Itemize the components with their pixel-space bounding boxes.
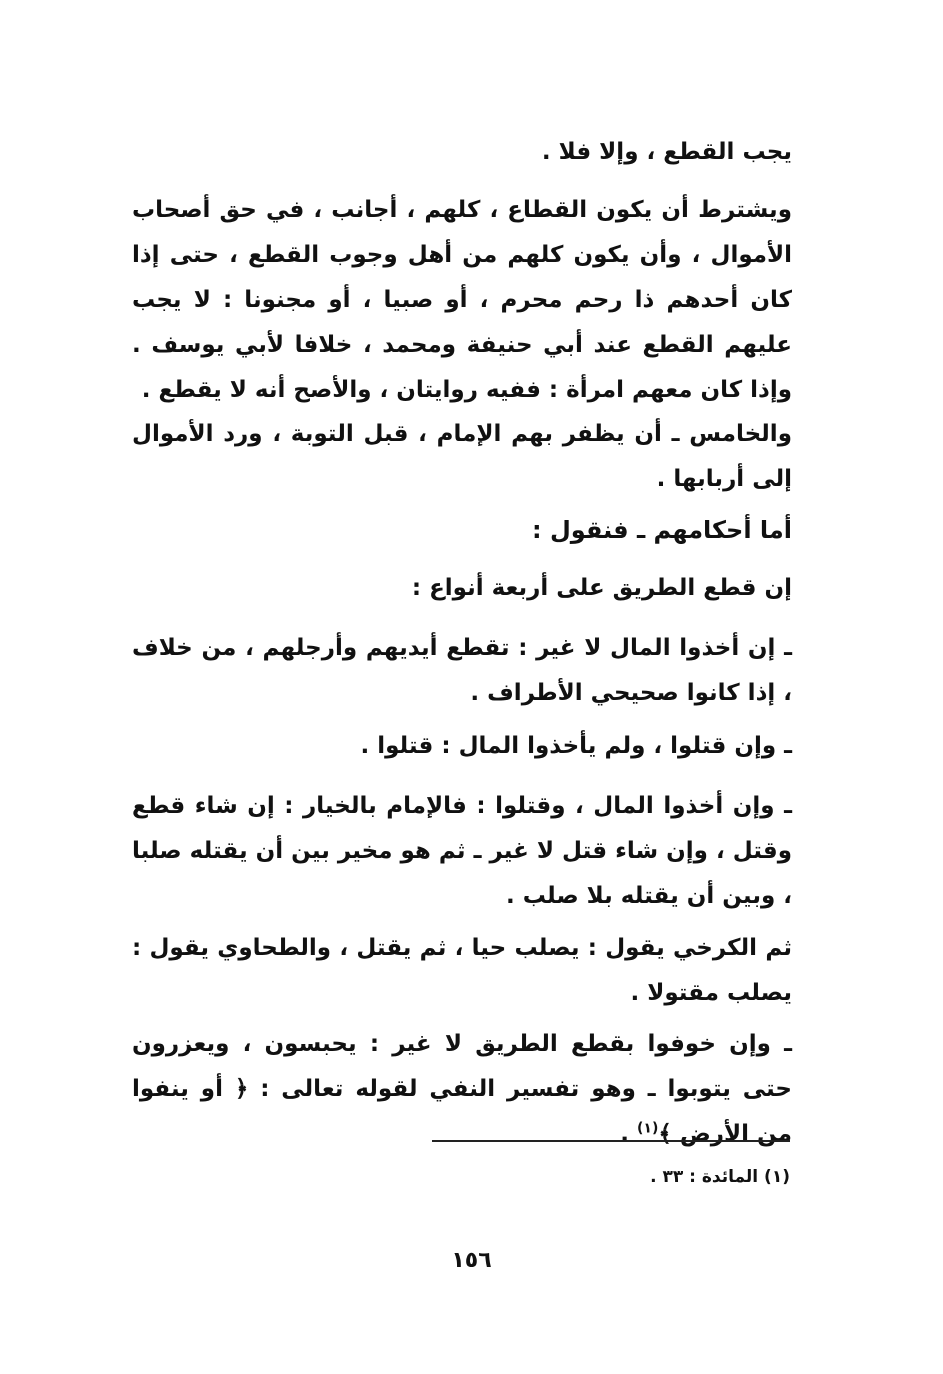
paragraph-3-text: والخامس ـ أن يظفر بهم الإمام ، قبل التوبة ، ورد الأموال إلى أربابها . [132,421,792,492]
footnote-reference: (١) [637,1120,659,1137]
page-number-text: ١٥٦ [451,1248,492,1273]
paragraph-2 [132,188,792,413]
paragraph-3 [132,412,792,502]
paragraph-9 [132,1022,792,1157]
paragraph-7-text: ـ وإن أخذوا المال ، وقتلوا : فالإمام بالخيار : إن شاء قطع وقتل ، وإن شاء قتل لا غير ـ ثم هو مخير بين أن يقتله صلبا ، وبين أن يقتله بلا صلب . [132,793,792,909]
paragraph-1-text: يجب القطع ، وإلا فلا . [541,139,792,165]
paragraph-9-end: . [620,1121,638,1147]
paragraph-7 [132,784,792,919]
paragraph-5-text: ـ إن أخذوا المال لا غير : تقطع أيديهم وأرجلهم ، من خلاف ، إذا كانوا صحيحي الأطراف . [132,635,792,706]
paragraph-4-text: إن قطع الطريق على أربعة أنواع : [411,575,792,601]
section-heading-text: أما أحكامهم ـ فنقول : [532,516,792,544]
paragraph-5 [132,626,792,716]
footnote [432,1162,790,1192]
paragraph-4 [132,566,792,611]
paragraph-8 [132,926,792,1016]
page-number [0,1245,943,1277]
paragraph-2-text: ويشترط أن يكون القطاع ، كلهم ، أجانب ، في حق أصحاب الأموال ، وأن يكون كلهم من أهل وجوب القطع ، حتى إذا كان أحدهم ذا رحم محرم ، أو صبيا ، أو مجنونا : لا يجب عليهم القطع عند أبي حنيفة ومحمد ، خلافا لأبي يوسف . وإذا كان معهم امرأة : ففيه روايتان ، والأصح أنه لا يقطع . [132,197,792,403]
section-heading [132,508,792,553]
paragraph-8-text: ثم الكرخي يقول : يصلب حيا ، ثم يقتل ، والطحاوي يقول : يصلب مقتولا . [132,935,792,1006]
paragraph-9-text: ـ وإن خوفوا بقطع الطريق لا غير : يحبسون ، ويعزرون حتى يتوبوا ـ وهو تفسير النفي لقوله تعالى : ﴿ أو ينفوا من الأرض ﴾ [132,1031,792,1147]
footnote-divider [432,1140,790,1142]
footnote-text: (١) المائدة : ٣٣ . [650,1167,790,1187]
paragraph-1 [132,130,792,175]
paragraph-6 [132,724,792,769]
paragraph-6-text: ـ وإن قتلوا ، ولم يأخذوا المال : قتلوا . [360,733,792,759]
